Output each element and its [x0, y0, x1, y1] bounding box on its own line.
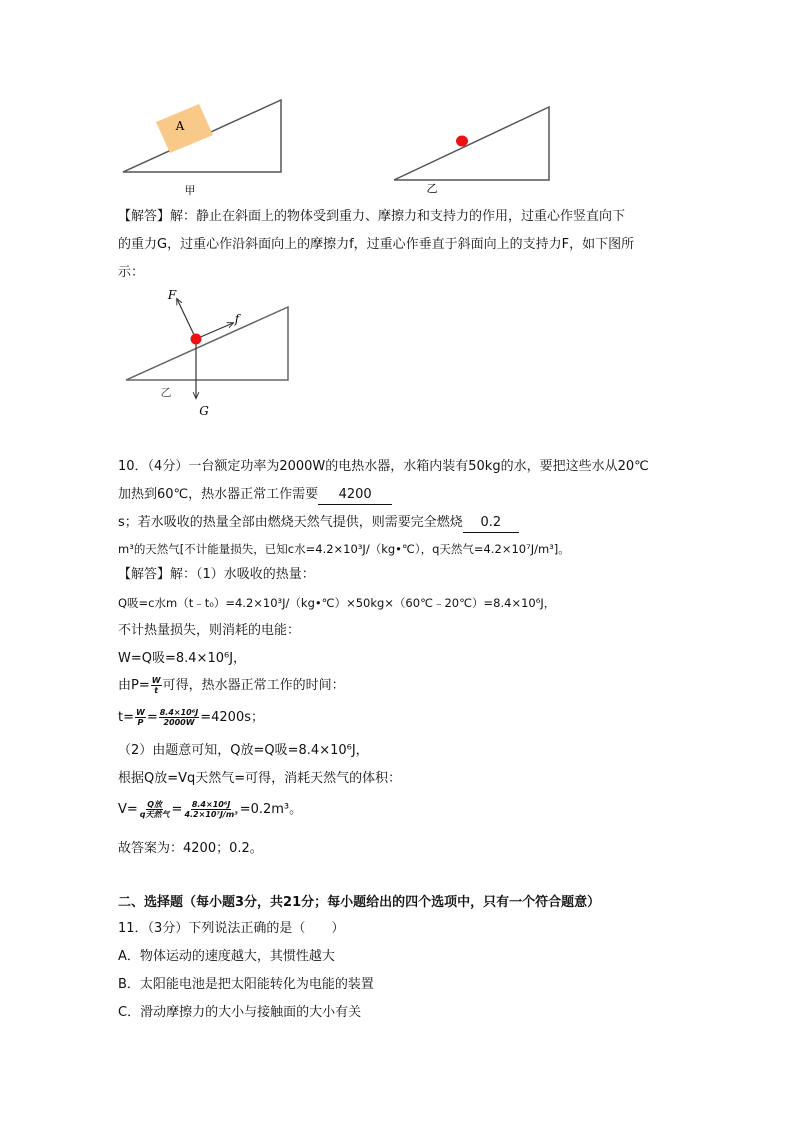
q10-line4: m³的天然气[不计能量损失，已知c水=4.2×10³J/（kg•℃），q天然气=4.2×10⁷J/m³]。: [118, 542, 570, 556]
q10-blank1: 4200: [318, 486, 392, 505]
frac-den: P: [137, 718, 144, 727]
incline-yi: [394, 107, 549, 180]
frac-num: 8.4×10⁶J: [191, 800, 231, 809]
a6-post: =4200s；: [200, 710, 264, 725]
section2-heading: 二、选择题（每小题3分，共21分；每小题给出的四个选项中，只有一个符合题意）: [118, 895, 601, 910]
q9-answer-line2: 的重力G，过重心作沿斜面向上的摩擦力f，过重心作垂直于斜面向上的支持力F，如下图所: [118, 237, 635, 252]
figure-yi: [390, 100, 560, 196]
frac-num: W: [151, 676, 161, 685]
label-G: G: [199, 404, 209, 418]
force-f-arrow: [196, 323, 233, 339]
q10-line2-text: 加热到60℃，热水器正常工作需要: [118, 487, 319, 502]
frac-num: W: [136, 708, 145, 717]
q10-line2: [118, 486, 392, 505]
frac-den: 2000W: [163, 718, 195, 727]
q10-answer-a9: V= $\frac{\text{Q放}}{\text{q天然气}}$ = $\frac{\text{8.4×10⁶J}}{\text{4.2×10⁷J/m³}}$ =0.2m³。: [118, 800, 303, 819]
a9-pre: V=: [118, 802, 138, 817]
label-F: F: [167, 288, 177, 302]
frac-den: t: [154, 686, 159, 695]
incline-force: [126, 307, 288, 380]
fraction-q-q: [139, 800, 171, 819]
block-a: [156, 104, 213, 153]
q11-option-c: C．滑动摩擦力的大小与接触面的大小有关: [118, 1005, 362, 1020]
frac-den: q天然气: [139, 810, 170, 819]
q10-answer-a6: t= $\frac{W}{P}$ = $\frac{\text{8.4×10⁶J}}{2000W}$ =4200s；: [118, 708, 264, 727]
q10-line1: 10．（4分）一台额定功率为2000W的电热水器，水箱内装有50kg的水，要把这些水从20℃: [118, 459, 649, 474]
label-f: f: [234, 312, 240, 326]
q10-answer-a1: 【解答】解：（1）水吸收的热量：: [118, 567, 315, 582]
frac-num: 8.4×10⁶J: [159, 708, 199, 717]
q10-answer-a3: 不计热量损失，则消耗的电能：: [118, 623, 301, 638]
q10-line3: [118, 514, 519, 533]
frac-den: 4.2×10⁷J/m³: [184, 810, 238, 819]
frac-num: Q放: [147, 800, 163, 809]
q10-answer-a5: [118, 676, 345, 695]
figure-jia: [118, 92, 288, 200]
force-F-arrow: [177, 299, 196, 339]
a6-pre: t=: [118, 710, 134, 725]
a9-post: =0.2m³。: [239, 802, 303, 817]
q11-option-a: A．物体运动的速度越大，其惯性越大: [118, 949, 335, 964]
fraction-w-p: [135, 708, 146, 727]
q10-answer-a10: 故答案为：4200；0.2。: [118, 841, 263, 856]
label-jia: 甲: [184, 184, 196, 197]
q10-answer-a2: Q吸=c水m（t﹣t₀）=4.2×10³J/（kg•℃）×50kg×（60℃﹣20℃）=8.4×10⁶J，: [118, 596, 556, 610]
fraction-energy-power: [159, 708, 200, 727]
q10-answer-a4: W=Q吸=8.4×10⁶J，: [118, 651, 247, 666]
q10-answer-a7: （2）由题意可知，Q放=Q吸=8.4×10⁶J，: [118, 743, 369, 758]
label-yi-force: 乙: [160, 386, 172, 399]
ball-force: [191, 334, 202, 345]
force-diagram: [118, 282, 298, 422]
q10-blank2: 0.2: [463, 514, 519, 533]
q11-option-b: B．太阳能电池是把太阳能转化为电能的装置: [118, 977, 374, 992]
a5-pre: 由P=: [118, 678, 150, 693]
fraction-w-t: [151, 676, 162, 695]
q9-answer-line1: 【解答】解：静止在斜面上的物体受到重力、摩擦力和支持力的作用，过重心作竖直向下: [118, 209, 626, 224]
a5-post: 可得，热水器正常工作的时间：: [162, 678, 345, 693]
label-yi: 乙: [426, 182, 438, 195]
q10-answer-a8: 根据Q放=Vq天然气=可得，消耗天然气的体积：: [118, 771, 402, 786]
q10-line3-text: s；若水吸收的热量全部由燃烧天然气提供，则需要完全燃烧: [118, 515, 463, 530]
fraction-volume: [183, 800, 238, 819]
q11-stem: 11．（3分）下列说法正确的是（ ）: [118, 921, 345, 936]
ball-yi: [456, 136, 468, 147]
q9-answer-line3: 示：: [118, 265, 145, 280]
block-a-label: A: [175, 119, 185, 133]
